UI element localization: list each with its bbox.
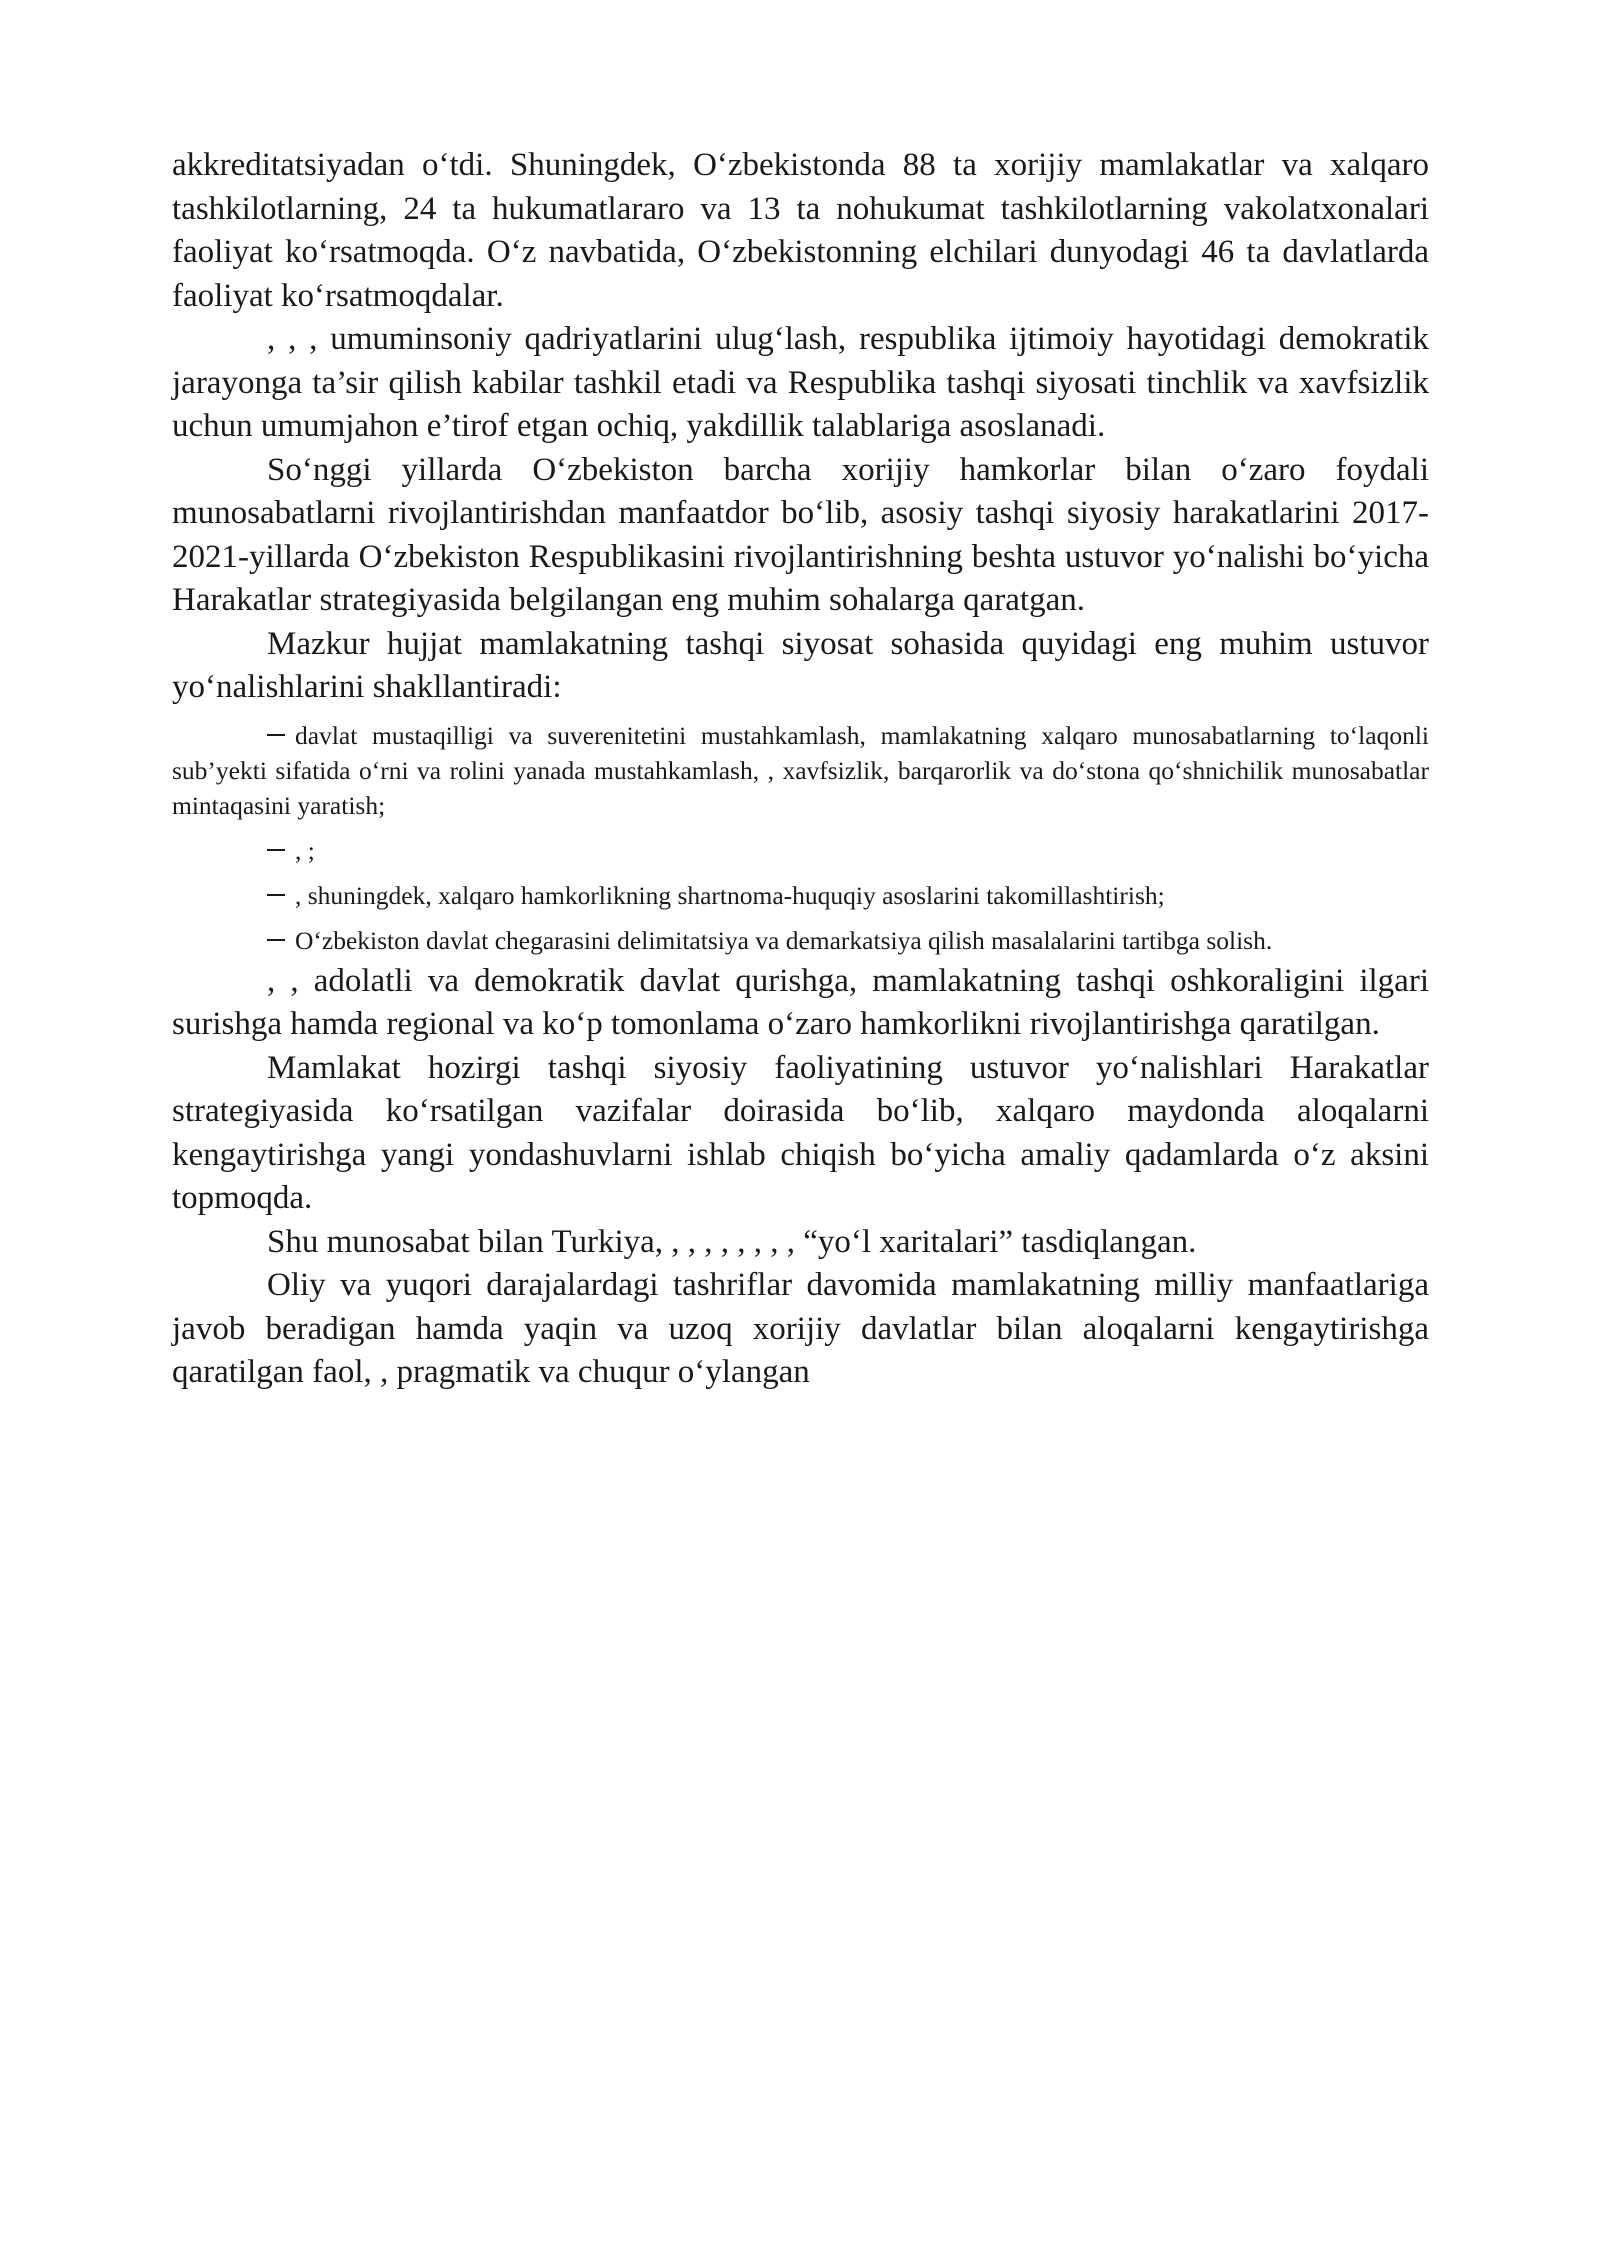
dash-bullet-icon	[267, 718, 295, 753]
list-item-text: , shuningdek, xalqaro hamkorlikning shartnoma-huquqiy asoslarini takomillashtirish;	[295, 880, 1165, 910]
list-item	[172, 923, 1429, 958]
dash-bullet-icon	[267, 878, 295, 913]
list-item	[172, 833, 1429, 868]
priority-list	[172, 718, 1429, 958]
list-item	[172, 718, 1429, 823]
paragraph-high-level-visits: Oliy va yuqori darajalardagi tashriflar davomida mamlakatning milliy manfaatlariga javob beradigan hamda yaqin va uzoq xorijiy davlatlar bilan aloqalarni kengaytirishga qaratilgan faol, , pragmatik va chuqur o‘ylangan	[172, 1267, 1429, 1390]
dash-bullet-icon	[267, 833, 295, 868]
paragraph-priority-directions: Mazkur hujjat mamlakatning tashqi siyosat sohasida quyidagi eng muhim ustuvor yo‘nalishlarini shakllantiradi:	[172, 625, 1429, 705]
paragraph-democratic-state: , , adolatli va demokratik davlat qurishga, mamlakatning tashqi oshkoraligini ilgari surishga hamda regional va ko‘p tomonlama o‘zaro hamkorlikni rivojlantirishga qaratilgan.	[172, 962, 1429, 1042]
list-item	[172, 878, 1429, 913]
paragraph-current-activity: Mamlakat hozirgi tashqi siyosiy faoliyatining ustuvor yo‘nalishlari Harakatlar strategiyasida ko‘rsatilgan vazifalar doirasida bo‘lib, xalqaro maydonda aloqalarni kengaytirishga yangi yondashuvlarni ishlab chiqish bo‘yicha amaliy qadamlarda o‘z aksini topmoqda.	[172, 1049, 1429, 1216]
paragraph-recent-years: So‘nggi yillarda O‘zbekiston barcha xorijiy hamkorlar bilan o‘zaro foydali munosabatlarni rivojlantirishdan manfaatdor bo‘lib, asosiy tashqi siyosiy harakatlarini 2017-2021-yillarda O‘zbekiston Respublikasini rivojlantirishning beshta ustuvor yo‘nalishi bo‘yicha Harakatlar strategiyasida belgilangan eng muhim sohalarga qaratgan.	[172, 451, 1429, 618]
paragraph-universal-values: , , , umuminsoniy qadriyatlarini ulug‘lash, respublika ijtimoiy hayotidagi demokratik jarayonga ta’sir qilish kabilar tashkil etadi va Respublika tashqi siyosati tinchlik va xavfsizlik uchun umumjahon e’tirof etgan ochiq, yakdillik talablariga asoslanadi.	[172, 321, 1429, 444]
paragraph-road-maps: Shu munosabat bilan Turkiya, , , , , , , , , “yo‘l xaritalari” tasdiqlangan.	[267, 1223, 1197, 1260]
list-item-text: davlat mustaqilligi va suverenitetini mustahkamlash, mamlakatning xalqaro munosabatlarning to‘laqonli sub’yekti sifatida o‘rni va rolini yanada mustahkamlash, , xavfsizlik, barqarorlik va do‘stona qo‘shnichilik munosabatlar mintaqasini yaratish;	[172, 720, 1429, 820]
paragraph-accreditation: akkreditatsiyadan o‘tdi. Shuningdek, O‘zbekistonda 88 ta xorijiy mamlakatlar va xalqaro tashkilotlarning, 24 ta hukumatlararo va 13 ta nohukumat tashkilotlarning vakolatxonalari faoliyat ko‘rsatmoqda. O‘z navbatida, O‘zbekistonning elchilari dunyodagi 46 ta davlatlarda faoliyat ko‘rsatmoqdalar.	[172, 147, 1429, 314]
document-page	[172, 144, 1429, 1395]
dash-bullet-icon	[267, 923, 295, 958]
list-item-text: O‘zbekiston davlat chegarasini delimitatsiya va demarkatsiya qilish masalalarini tartibga solish.	[295, 925, 1273, 955]
list-item-text: , ;	[295, 835, 315, 865]
